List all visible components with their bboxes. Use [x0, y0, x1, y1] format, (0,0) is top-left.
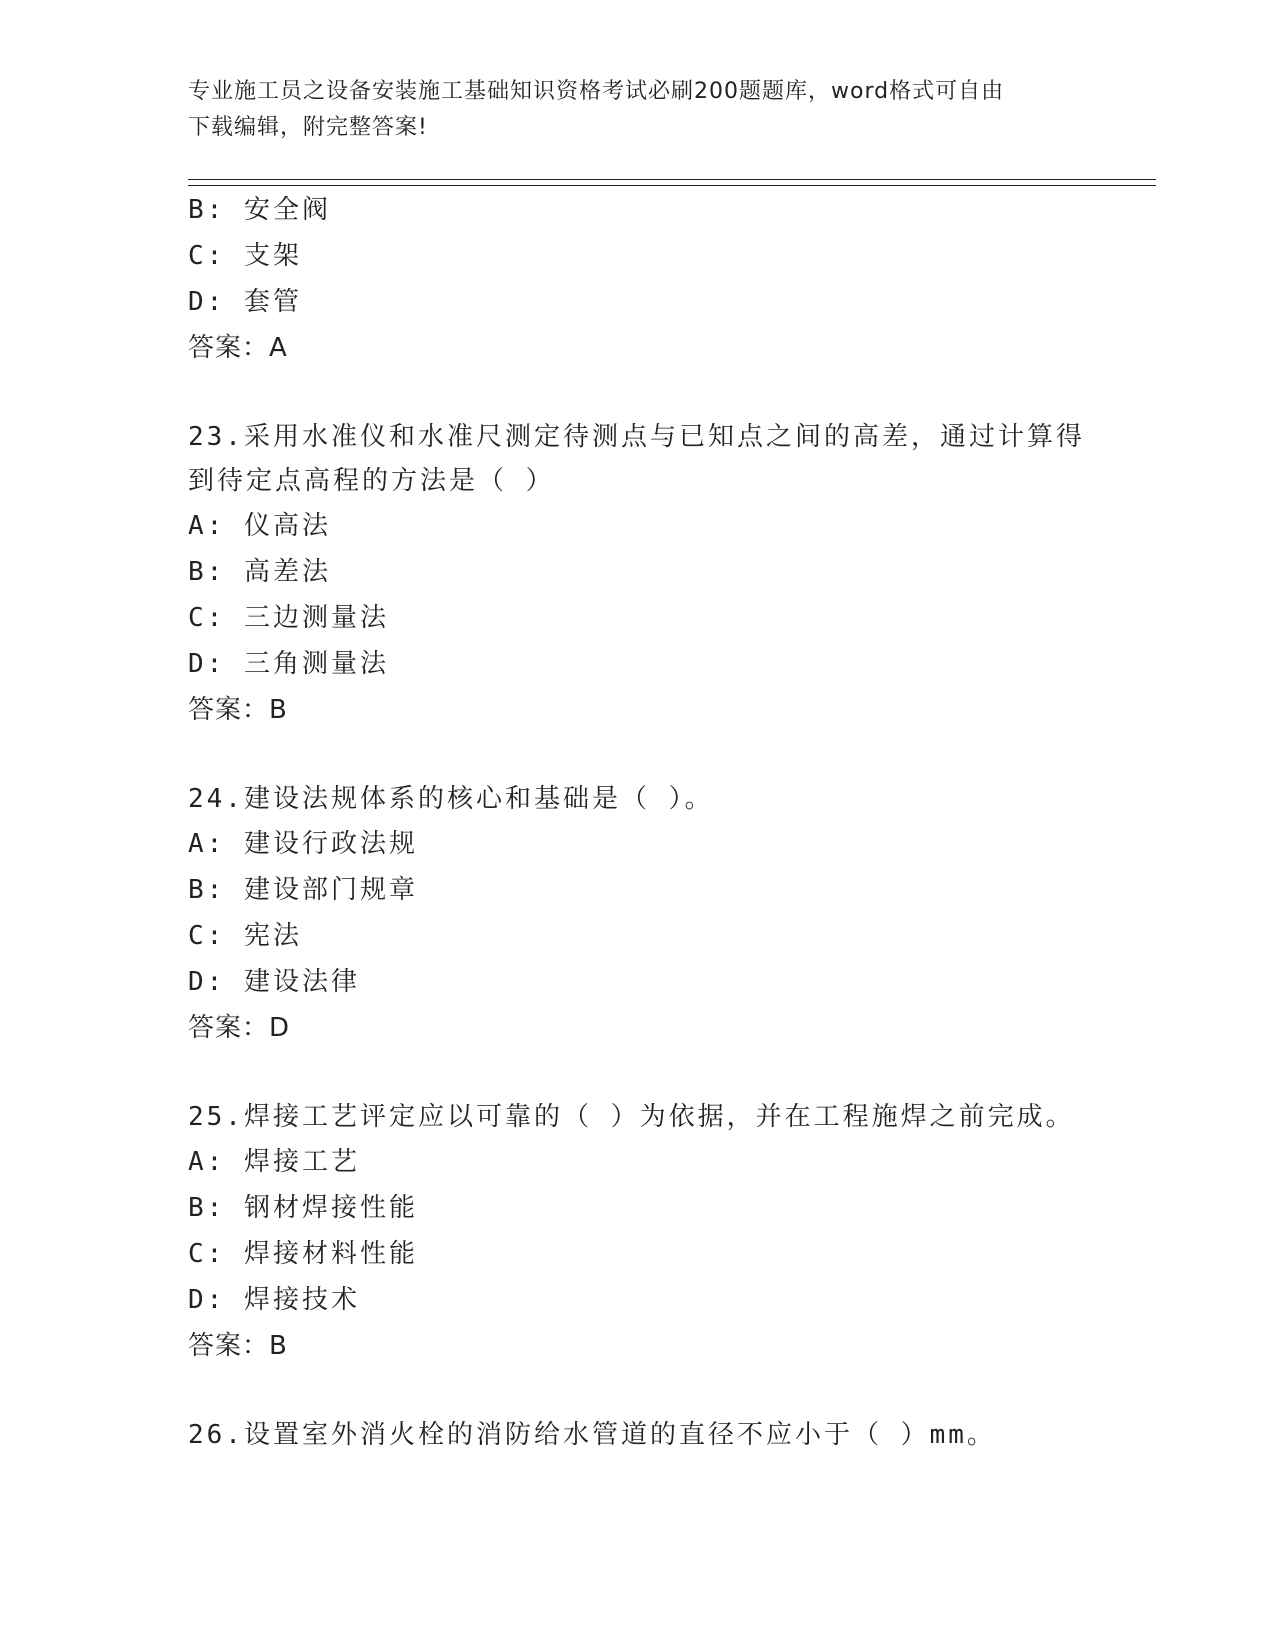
option-d: D: 建设法律 — [188, 967, 360, 997]
option-c: C: 三边测量法 — [188, 603, 389, 633]
option-c: C: 宪法 — [188, 921, 302, 951]
question-text-line-1: 25.焊接工艺评定应以可靠的（ ）为依据，并在工程施焊之前完成。 — [188, 1102, 1075, 1132]
option-c: C: 支架 — [188, 241, 302, 271]
question-22-continuation — [188, 187, 1088, 371]
option-a: A: 建设行政法规 — [188, 829, 418, 859]
question-text-line-1: 24.建设法规体系的核心和基础是（ ）。 — [188, 784, 714, 814]
option-b: B: 高差法 — [188, 557, 331, 587]
option-c: C: 焊接材料性能 — [188, 1239, 418, 1269]
header-divider-bottom — [188, 185, 1156, 186]
question-content — [188, 187, 1088, 1457]
option-b: B: 建设部门规章 — [188, 875, 418, 905]
answer-line: 答案：B — [188, 695, 288, 725]
question-25 — [188, 1095, 1088, 1369]
document-header — [188, 74, 1088, 146]
header-divider-top — [188, 179, 1156, 180]
header-line-1: 专业施工员之设备安装施工基础知识资格考试必刷200题题库，word格式可自由 — [188, 79, 1005, 104]
option-a: A: 焊接工艺 — [188, 1147, 360, 1177]
option-a: A: 仪高法 — [188, 511, 331, 541]
question-text-line-1: 26.设置室外消火栓的消防给水管道的直径不应小于（ ）mm。 — [188, 1420, 996, 1450]
question-23 — [188, 415, 1088, 733]
option-b: B: 安全阀 — [188, 195, 331, 225]
question-text-line-2: 到待定点高程的方法是（ ） — [188, 466, 555, 496]
question-text-line-1: 23.采用水准仪和水准尺测定待测点与已知点之间的高差，通过计算得 — [188, 422, 1085, 452]
answer-line: 答案：B — [188, 1331, 288, 1361]
header-line-2: 下载编辑，附完整答案! — [188, 115, 428, 140]
option-d: D: 三角测量法 — [188, 649, 389, 679]
question-24 — [188, 777, 1088, 1051]
question-26 — [188, 1413, 1088, 1457]
option-d: D: 套管 — [188, 287, 302, 317]
answer-line: 答案：D — [188, 1013, 291, 1043]
answer-line: 答案：A — [188, 333, 288, 363]
option-d: D: 焊接技术 — [188, 1285, 360, 1315]
option-b: B: 钢材焊接性能 — [188, 1193, 418, 1223]
